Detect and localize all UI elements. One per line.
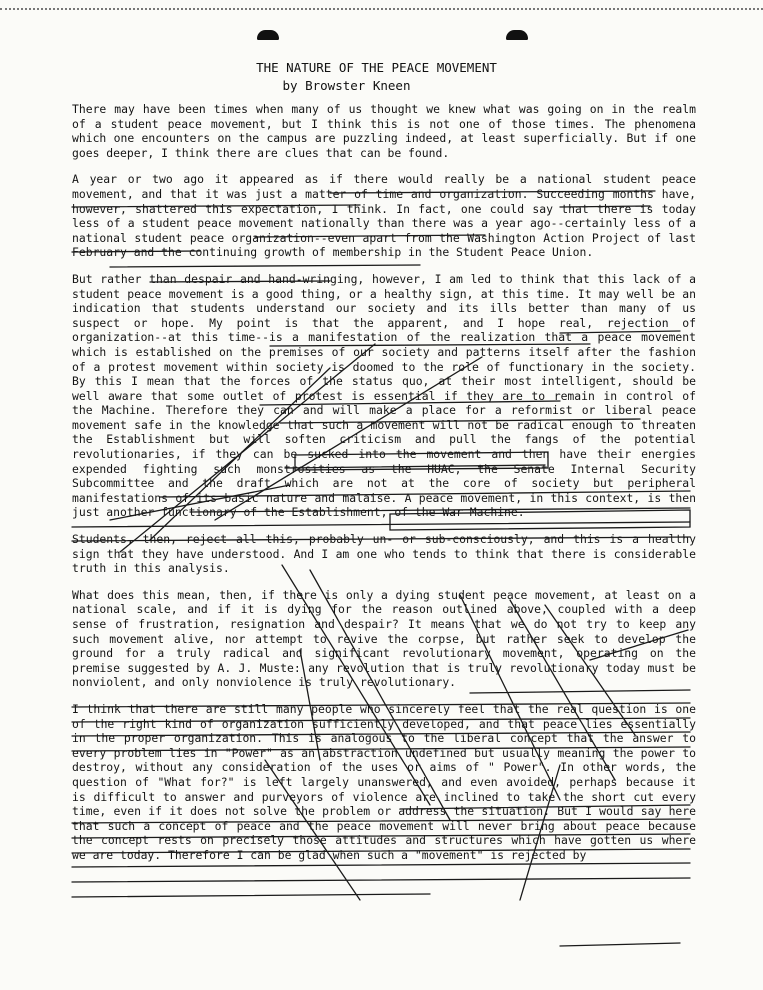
document-body [72, 102, 696, 875]
paragraph-2: A year or two ago it appeared as if there would really be a national student peace movement, and that it was just a matter of time and organization. Succeeding months have, however, shattered this expectation, I think. In fact, one could say that there is today less of a student peace movement nationally than there was a year ago--certainly less of a national student peace organization--even apart from the Washington Action Project of last February and the continuing growth of membership in the Student Peace Union. [72, 172, 696, 260]
paragraph-4: Students, then, reject all this, probably un- or sub-consciously, and this is a healthy sign that they have understood. And I am one who tends to think that there is considerable truth in this analysis. [72, 532, 696, 576]
document-title: THE NATURE OF THE PEACE MOVEMENT [256, 60, 497, 75]
paragraph-6: I think that there are still many people who sincerely feel that the real question is one of the right kind of organization sufficiently developed, and that peace lies essentially in the proper organization. This is analogous to the liberal concept that the answer to every problem lies in "Power" as an abstraction undefined but usually meaning the power to destroy, without any consideration of the uses or aims of " Power". In other words, the question of "What for?" is left largely unanswered, and even avoided, perhaps because it is difficult to answer and purveyors of violence are inclined to take the short cut every time, even if it does not solve the problem or address the situation. But I would say here that such a concept of peace and the peace movement will never bring about peace because the concept rests on precisely those attitudes and structures which have gotten us where we are today. Therefore I can be glad when such a "movement" is rejected by [72, 701, 696, 862]
binder-hole-icon [257, 30, 279, 40]
paragraph-3: But rather than despair and hand-wringing, however, I am led to think that this lack of a student peace movement is a good thing, or a healthy sign, at this time. It may well be an indication that students understand our society and its ills better than many of us suspect or hope. My point is that the apparent, and I hope real, rejection of organization--at this time--is a manifestation of the realization that a peace movement which is established on the premises of our society and patterns itself after the fashion of a protest movement within society is doomed to the role of functionary in the society. By this I mean that the forces of the status quo, at their most intelligent, should be well aware that some outlet of protest is essential if they are to remain in control of the Machine. Therefore they can and will make a place for a reformist or liberal peace movement safe in the knowledge that such a movement will not be radical enough to threaten the Establishment but will soften criticism and pull the fangs of the potential revolutionaries, if they can be sucked into the movement and then have their energies expended fighting such monstrosities as the HUAC, the Senate Internal Security Subcommittee and the draft which are not at the core of society but peripheral manifestations of its basic nature and malaise. A peace movement, in this context, is then just another functionary of the Establishment, of the War Machine. [72, 271, 696, 520]
underline-mark [560, 943, 680, 946]
title-block [0, 60, 763, 93]
paragraph-1: There may have been times when many of us thought we knew what was going on in the realm of a student peace movement, but I think this is not one of those times. The phenomena which one encounters on the campus are puzzling indeed, at least superficially. But if one goes deeper, I think there are clues that can be found. [72, 102, 696, 160]
paragraph-5: What does this mean, then, if there is only a dying student peace movement, at least on a national scale, and if it is dying for the reason outlined above, coupled with a deep sense of frustration, resignation and despair? It means that we do not try to keep any such movement alive, nor attempt to revive the corpse, but rather seek to develop the ground for a truly radical and significant revolutionary movement, operating on the premise suggested by A. J. Muste: any revolution that is truly revolutionary today must be nonviolent, and only nonviolence is truly revolutionary. [72, 587, 696, 690]
perforation-edge [0, 0, 763, 10]
document-author: by Browster Kneen [282, 78, 411, 93]
underline-mark [72, 878, 690, 882]
binder-hole-icon [506, 30, 528, 40]
underline-mark [72, 894, 430, 897]
